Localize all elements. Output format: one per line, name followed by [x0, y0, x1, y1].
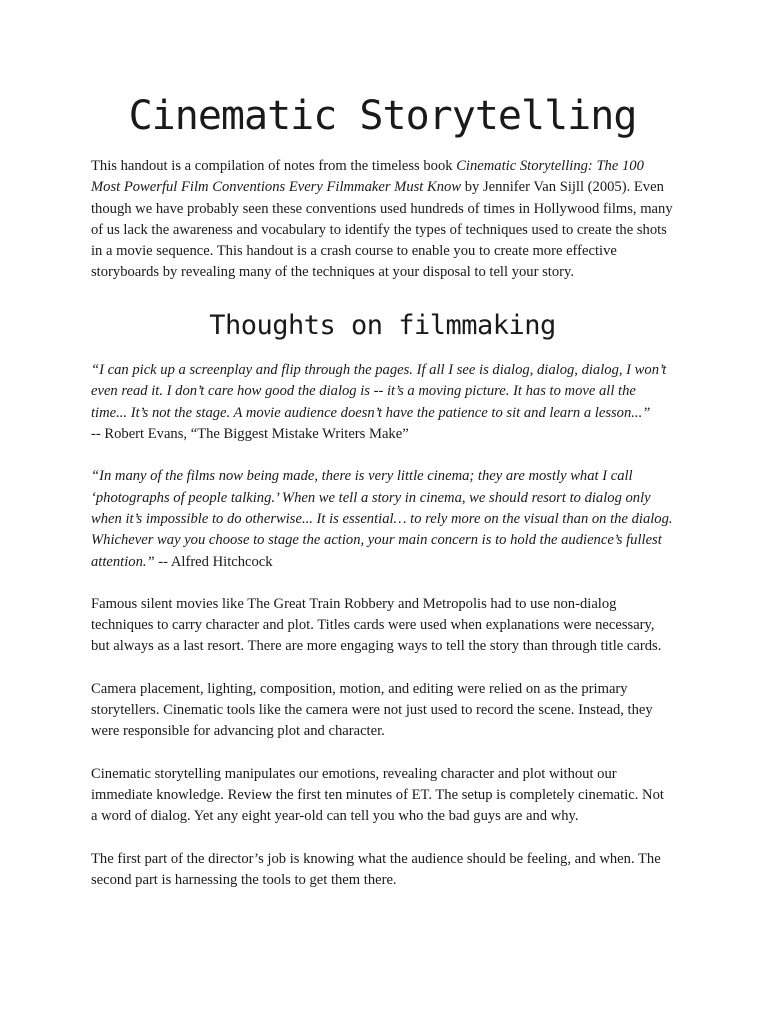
body-paragraph: The first part of the director’s job is knowing what the audience should be feeling, and when. The second part is harnessing the tools to get them there.	[91, 850, 661, 888]
body-paragraph: Camera placement, lighting, composition, motion, and editing were relied on as the primary storytellers. Cinematic tools like the camera were not just used to record the scene. Instead, they were responsible for advancing plot and character.	[91, 680, 653, 740]
quote-robert-evans	[91, 360, 674, 445]
intro-text-after: by Jennifer Van Sijll (2005). Even though we have probably seen these conventions used hundreds of times in Hollywood films, many of us lack the awareness and vocabulary to identify the types of techniques used to create the shots in a movie sequence. This handout is a crash course to enable you to create more effective storyboards by revealing many of the techniques at your disposal to tell your story.	[91, 179, 673, 281]
intro-paragraph	[91, 156, 674, 284]
quote-text: “In many of the films now being made, there is very little cinema; they are mostly what I call ‘photographs of people talking.’ When we tell a story in cinema, we should resort to dialog only when it’s impossible to do otherwise... It is essential… to rely more on the visual than on the dialog. Whichever way you choose to stage the action, your main concern is to hold the audience’s fullest attention.”	[91, 468, 673, 570]
quote-attribution: -- Robert Evans, “The Biggest Mistake Writers Make”	[91, 426, 409, 443]
quote-text: “I can pick up a screenplay and flip through the pages. If all I see is dialog, dialog, dialog, I won’t even read it. I don’t care how good the dialog is -- it’s a moving picture. It has to move all the time... It’s not the stage. A movie audience doesn’t have the patience to sit and learn a lesson...”	[91, 362, 667, 421]
section-heading: Thoughts on filmmaking	[209, 309, 556, 341]
quote-attribution: -- Alfred Hitchcock	[154, 553, 273, 570]
body-paragraph: Famous silent movies like The Great Train Robbery and Metropolis had to use non-dialog techniques to carry character and plot. Titles cards were used when explanations were necessary, but always as a last resort. There are more engaging ways to tell the story than through title cards.	[91, 595, 662, 655]
intro-text-before: This handout is a compilation of notes from the timeless book	[91, 158, 457, 174]
body-paragraph: Cinematic storytelling manipulates our emotions, revealing character and plot without our immediate knowledge. Review the first ten minutes of ET. The setup is completely cinematic. Not a word of dialog. Yet any eight year-old can tell you who the bad guys are and why.	[91, 765, 664, 825]
page-title: Cinematic Storytelling	[128, 93, 637, 139]
book-title: Cinematic Storytelling: The 100 Most Powerful Film Conventions Every Filmmaker Must Know	[91, 158, 644, 196]
quote-alfred-hitchcock	[91, 466, 674, 572]
